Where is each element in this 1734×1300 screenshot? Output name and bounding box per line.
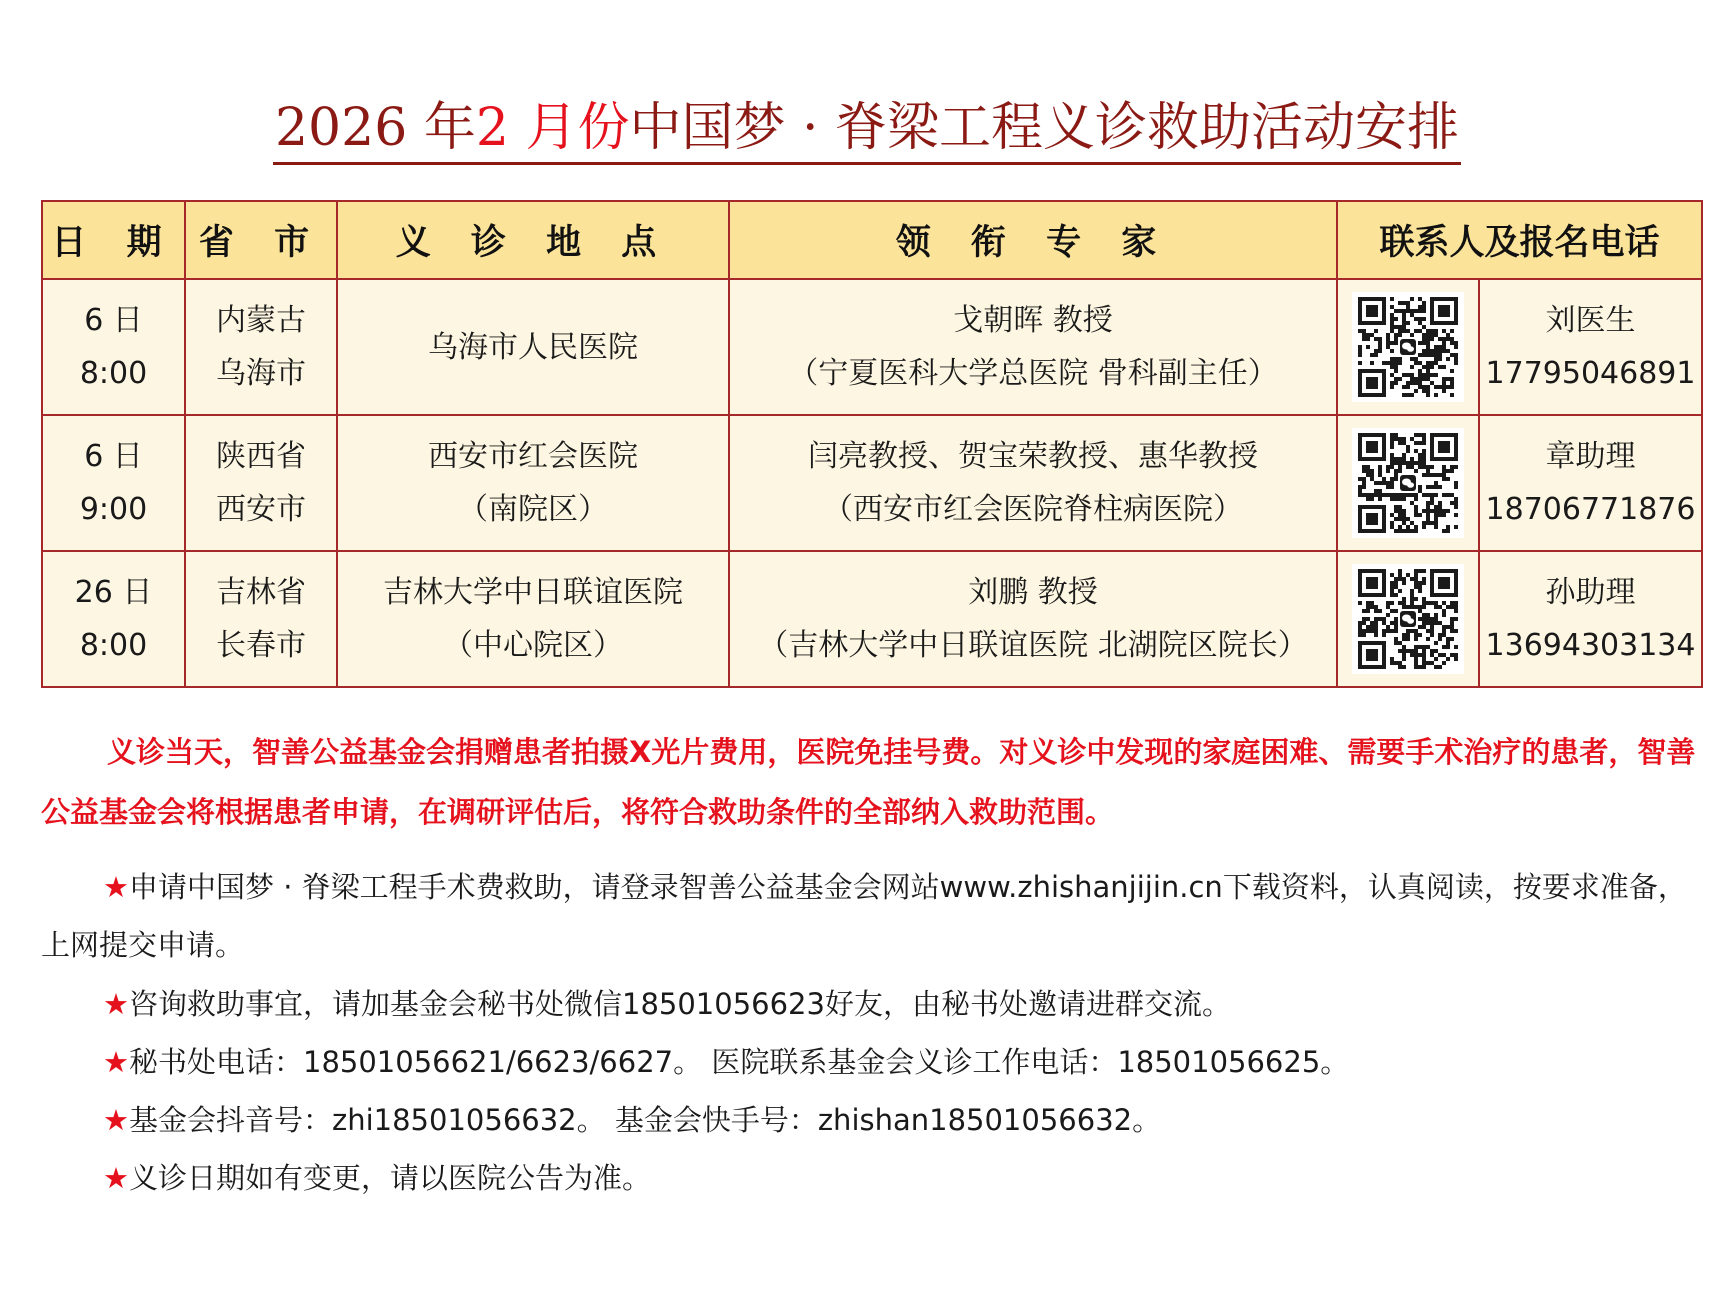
wechat-qr-code-icon[interactable]	[1352, 428, 1464, 538]
qr-cell	[1337, 279, 1479, 415]
note-text: 基金会抖音号：zhi18501056632。 基金会快手号：zhishan18501056632。	[129, 1103, 1162, 1137]
location-name: 吉林大学中日联谊医院	[383, 575, 683, 610]
table-header-row	[42, 201, 1702, 279]
date-text: 6 日	[84, 439, 143, 474]
note-item	[41, 858, 1706, 974]
expert-affiliation: （西安市红会医院脊柱病医院）	[823, 492, 1243, 527]
city-text: 西安市	[216, 492, 306, 527]
header-date: 日 期	[42, 201, 185, 279]
contact-cell	[1479, 551, 1702, 687]
contact-name: 孙助理	[1545, 575, 1636, 610]
date-text: 26 日	[74, 575, 153, 610]
star-icon: ★	[103, 1045, 129, 1079]
time-text: 9:00	[79, 492, 148, 527]
star-icon: ★	[103, 870, 129, 904]
contact-cell	[1479, 415, 1702, 551]
contact-phone: 17795046891	[1485, 356, 1696, 391]
province-text: 吉林省	[216, 575, 306, 610]
province-cell	[185, 551, 337, 687]
expert-cell	[729, 279, 1337, 415]
qr-cell	[1337, 415, 1479, 551]
title-suffix: 中国梦 · 脊梁工程义诊救助活动安排	[629, 98, 1460, 158]
province-cell	[185, 415, 337, 551]
contact-name: 刘医生	[1545, 303, 1636, 338]
location-cell	[337, 279, 729, 415]
province-text: 陕西省	[216, 439, 306, 474]
title-prefix: 2026 年	[274, 98, 476, 158]
table-row	[42, 415, 1702, 551]
contact-name: 章助理	[1545, 439, 1636, 474]
province-cell	[185, 279, 337, 415]
expert-name: 戈朝晖 教授	[953, 303, 1113, 338]
note-text: 咨询救助事宜，请加基金会秘书处微信18501056623好友，由秘书处邀请进群交流。	[129, 987, 1231, 1021]
time-text: 8:00	[79, 628, 148, 663]
expert-affiliation: （吉林大学中日联谊医院 北湖院区院长）	[758, 628, 1308, 663]
date-cell	[42, 551, 185, 687]
date-cell	[42, 279, 185, 415]
header-location: 义 诊 地 点	[337, 201, 729, 279]
wechat-qr-code-icon[interactable]	[1352, 292, 1464, 402]
location-name: 西安市红会医院	[428, 439, 638, 474]
date-cell	[42, 415, 185, 551]
location-campus: （中心院区）	[443, 628, 623, 663]
city-text: 乌海市	[216, 356, 306, 391]
expert-affiliation: （宁夏医科大学总医院 骨科副主任）	[788, 356, 1278, 391]
province-text: 内蒙古	[216, 303, 306, 338]
time-text: 8:00	[79, 356, 148, 391]
header-province: 省 市	[185, 201, 337, 279]
contact-phone: 13694303134	[1485, 628, 1696, 663]
star-icon: ★	[103, 1103, 129, 1137]
title-month: 2 月份	[475, 98, 630, 158]
star-icon: ★	[103, 987, 129, 1021]
expert-name: 刘鹏 教授	[968, 575, 1098, 610]
note-item	[41, 975, 1734, 1033]
table-row	[42, 551, 1702, 687]
location-name: 乌海市人民医院	[428, 329, 638, 365]
notice-red-paragraph: 义诊当天，智善公益基金会捐赠患者拍摄X光片费用，医院免挂号费。对义诊中发现的家庭困难、需要手术治疗的患者，智善公益基金会将根据患者申请，在调研评估后，将符合救助条件的全部纳入救助范围。	[41, 735, 1696, 829]
note-item	[41, 1091, 1734, 1149]
header-contact: 联系人及报名电话	[1337, 201, 1702, 279]
note-text: 秘书处电话：18501056621/6623/6627。 医院联系基金会义诊工作电话：18501056625。	[129, 1045, 1350, 1079]
expert-name: 闫亮教授、贺宝荣教授、惠华教授	[808, 439, 1258, 474]
contact-phone: 18706771876	[1485, 492, 1696, 527]
expert-cell	[729, 551, 1337, 687]
note-text: 申请中国梦 · 脊梁工程手术费救助，请登录智善公益基金会网站www.zhishanjijin.cn下载资料，认真阅读，按要求准备，上网提交申请。	[41, 870, 1687, 962]
location-campus: （南院区）	[458, 492, 608, 527]
date-text: 6 日	[84, 303, 143, 338]
location-cell	[337, 551, 729, 687]
header-expert: 领 衔 专 家	[729, 201, 1337, 279]
note-item	[41, 1149, 1734, 1207]
note-item	[41, 1033, 1734, 1091]
expert-cell	[729, 415, 1337, 551]
star-icon: ★	[103, 1161, 129, 1195]
wechat-qr-code-icon[interactable]	[1352, 564, 1464, 674]
city-text: 长春市	[216, 628, 306, 663]
page-title	[0, 96, 1734, 165]
location-cell	[337, 415, 729, 551]
schedule-table	[41, 200, 1703, 688]
qr-cell	[1337, 551, 1479, 687]
note-text: 义诊日期如有变更，请以医院公告为准。	[129, 1161, 652, 1195]
table-row	[42, 279, 1702, 415]
contact-cell	[1479, 279, 1702, 415]
